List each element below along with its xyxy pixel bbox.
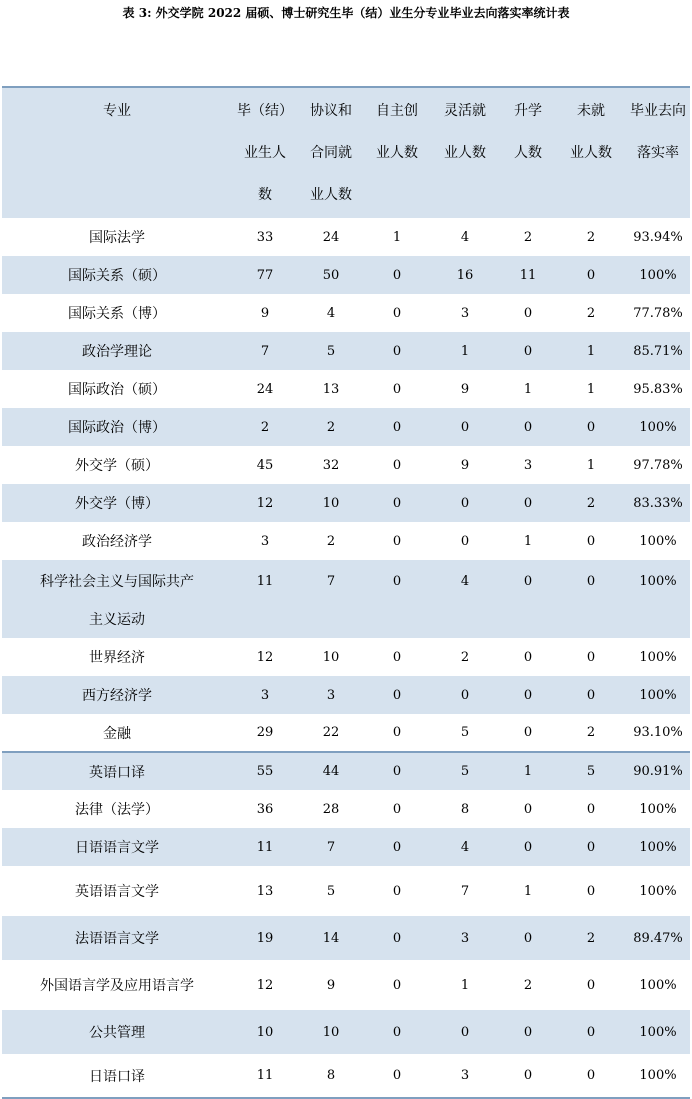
- unemployed-cell: 0: [586, 1024, 596, 1040]
- table-caption: 表 3: 外交学院 2022 届硕、博士研究生毕（结）业生分专业毕业去向落实率统计表: [122, 6, 570, 20]
- major-cell: 公共管理: [89, 1025, 145, 1041]
- total-cell: 33: [256, 229, 274, 245]
- header-line: 毕（结）: [237, 103, 293, 119]
- header-line: 人数: [514, 145, 542, 161]
- table-header: [2, 87, 690, 218]
- further-study-cell: 0: [523, 839, 533, 855]
- table-row: [2, 960, 690, 1010]
- self-employment-cell: 0: [392, 343, 402, 359]
- rate-cell: 93.94%: [633, 229, 683, 245]
- header-further-study: [500, 87, 556, 218]
- rate-cell: 95.83%: [633, 381, 683, 397]
- major-cell: 英语语言文学: [75, 884, 159, 900]
- self-employment-cell: 0: [392, 305, 402, 321]
- self-employment-cell: 0: [392, 649, 402, 665]
- major-cell: 国际政治（硕）: [68, 382, 166, 398]
- header-line: 业人数: [444, 145, 486, 161]
- rate-cell: 100%: [639, 1068, 677, 1083]
- further-study-cell: 0: [523, 801, 533, 817]
- further-study-cell: 11: [519, 267, 537, 283]
- flexible-cell: 4: [460, 839, 470, 855]
- further-study-cell: 0: [523, 495, 533, 511]
- total-cell: 10: [256, 1024, 274, 1040]
- rate-cell: 89.47%: [633, 930, 683, 946]
- unemployed-cell: 0: [586, 883, 596, 899]
- unemployed-cell: 0: [586, 839, 596, 855]
- header-line: 落实率: [637, 145, 679, 161]
- table-row: [2, 256, 690, 294]
- total-cell: 3: [260, 533, 270, 549]
- self-employment-cell: 0: [392, 764, 402, 779]
- further-study-cell: 1: [523, 533, 533, 549]
- table-row: [2, 408, 690, 446]
- self-employment-cell: 0: [392, 267, 402, 283]
- table-row: [2, 676, 690, 714]
- rate-cell: 100%: [639, 687, 677, 703]
- major-cell: 外交学（硕）: [75, 458, 159, 474]
- unemployed-cell: 2: [586, 495, 596, 511]
- contract-cell: 5: [326, 343, 336, 359]
- header-unemployed: [556, 87, 626, 218]
- further-study-cell: 2: [523, 229, 533, 245]
- cell-value: 100%: [639, 574, 677, 589]
- unemployed-cell: 1: [586, 343, 596, 359]
- major-cell: 日语口译: [89, 1068, 145, 1085]
- contract-cell: 28: [322, 801, 340, 817]
- total-cell: 29: [256, 725, 274, 740]
- rate-cell: 100%: [639, 267, 677, 283]
- rate-cell: 100%: [639, 801, 677, 817]
- further-study-cell: 3: [523, 457, 533, 473]
- total-cell: 3: [260, 687, 270, 703]
- contract-cell: 44: [322, 764, 340, 779]
- further-study-cell: 1: [523, 883, 533, 899]
- rate-cell: 85.71%: [633, 343, 683, 359]
- flexible-cell: 5: [460, 725, 470, 740]
- total-cell: 45: [256, 457, 274, 473]
- contract-cell: 8: [326, 1068, 336, 1083]
- self-employment-cell: 0: [392, 977, 402, 993]
- contract-cell: [298, 560, 364, 638]
- total-cell: 9: [260, 305, 270, 321]
- cell-value: 0: [523, 574, 533, 589]
- self-employment-cell: 1: [392, 229, 402, 245]
- contract-cell: 14: [322, 930, 340, 946]
- header-line: 业人数: [570, 145, 612, 161]
- unemployed-cell: 0: [586, 977, 596, 993]
- rate-cell: 100%: [639, 883, 677, 899]
- self-employment-cell: 0: [392, 1068, 402, 1083]
- total-cell: 77: [256, 267, 274, 283]
- contract-cell: 5: [326, 883, 336, 899]
- flexible-cell: 3: [460, 930, 470, 946]
- cell-value: 0: [586, 574, 596, 589]
- unemployed-cell: 1: [586, 381, 596, 397]
- total-cell: [232, 560, 298, 638]
- self-employment-cell: 0: [392, 381, 402, 397]
- rate-cell: 100%: [639, 1024, 677, 1040]
- major-cell: 世界经济: [89, 650, 145, 666]
- table-row: [2, 790, 690, 828]
- header-line: 灵活就: [444, 103, 486, 119]
- total-cell: 24: [256, 381, 274, 397]
- rate-cell: 97.78%: [633, 457, 683, 473]
- rate-cell: 77.78%: [633, 305, 683, 321]
- unemployed-cell: 0: [586, 1068, 596, 1083]
- flexible-cell: 1: [460, 977, 470, 993]
- table-row: [2, 828, 690, 866]
- flexible-cell: 0: [460, 687, 470, 703]
- flexible-cell: 7: [460, 883, 470, 899]
- contract-cell: 4: [326, 305, 336, 321]
- flexible-cell: 5: [460, 764, 470, 779]
- table-row: [2, 916, 690, 960]
- major-cell: 国际法学: [89, 230, 145, 246]
- contract-cell: 9: [326, 977, 336, 993]
- table-row: [2, 560, 690, 638]
- table-body: [2, 218, 690, 1098]
- contract-cell: 13: [322, 381, 340, 397]
- table-row: [2, 1054, 690, 1098]
- rate-cell: 100%: [639, 533, 677, 549]
- total-cell: 19: [256, 930, 274, 946]
- total-cell: 11: [256, 839, 274, 855]
- header-self-employment: [364, 87, 430, 218]
- self-employment-cell: [364, 560, 430, 638]
- total-cell: 12: [256, 495, 274, 511]
- rate-cell: [626, 560, 690, 638]
- contract-cell: 32: [322, 457, 340, 473]
- header-line: 业人数: [376, 145, 418, 161]
- contract-cell: 24: [322, 229, 340, 245]
- contract-cell: 50: [322, 267, 340, 283]
- flexible-cell: 0: [460, 533, 470, 549]
- major-cell: 金融: [103, 725, 131, 742]
- table-row: [2, 332, 690, 370]
- major-cell: 英语口译: [89, 764, 145, 781]
- unemployed-cell: 5: [586, 764, 596, 779]
- self-employment-cell: 0: [392, 495, 402, 511]
- cell-value: 7: [326, 574, 336, 589]
- total-cell: 12: [256, 649, 274, 665]
- further-study-cell: 2: [523, 977, 533, 993]
- header-row: [2, 87, 690, 218]
- further-study-cell: 0: [523, 687, 533, 703]
- contract-cell: 3: [326, 687, 336, 703]
- self-employment-cell: 0: [392, 533, 402, 549]
- major-cell: 国际关系（硕）: [68, 268, 166, 284]
- rate-cell: 100%: [639, 649, 677, 665]
- header-total-graduates: [232, 87, 298, 218]
- further-study-cell: [500, 560, 556, 638]
- flexible-cell: 1: [460, 343, 470, 359]
- major-line: 主义运动: [89, 612, 145, 628]
- major-cell: 西方经济学: [82, 688, 152, 704]
- header-line: 专业: [103, 103, 131, 119]
- flexible-cell: 0: [460, 1024, 470, 1040]
- self-employment-cell: 0: [392, 725, 402, 740]
- flexible-cell: 4: [460, 229, 470, 245]
- total-cell: 36: [256, 801, 274, 817]
- major-cell: 法语语言文学: [75, 931, 159, 947]
- table-row: [2, 1010, 690, 1054]
- major-cell: 外国语言学及应用语言学: [40, 978, 194, 994]
- header-major: [2, 87, 232, 218]
- unemployed-cell: 2: [586, 229, 596, 245]
- header-line: 升学: [514, 103, 542, 119]
- table-row: [2, 446, 690, 484]
- self-employment-cell: 0: [392, 687, 402, 703]
- flexible-cell: 0: [460, 419, 470, 435]
- major-cell: 政治学理论: [82, 344, 152, 360]
- flexible-cell: 3: [460, 1068, 470, 1083]
- flexible-cell: 16: [456, 267, 474, 283]
- header-line: 合同就: [310, 145, 352, 161]
- rate-cell: 90.91%: [633, 764, 683, 779]
- further-study-cell: 0: [523, 343, 533, 359]
- self-employment-cell: 0: [392, 457, 402, 473]
- major-cell: 国际政治（博）: [68, 420, 166, 436]
- header-line: 业生人: [244, 145, 286, 161]
- contract-cell: 2: [326, 419, 336, 435]
- self-employment-cell: 0: [392, 801, 402, 817]
- self-employment-cell: 0: [392, 1024, 402, 1040]
- header-line: 协议和: [310, 103, 352, 119]
- major-cell: 日语语言文学: [75, 840, 159, 856]
- cell-value: 4: [460, 574, 470, 589]
- major-line: 科学社会主义与国际共产: [40, 574, 194, 590]
- total-cell: 7: [260, 343, 270, 359]
- major-cell: [2, 560, 232, 638]
- further-study-cell: 0: [523, 930, 533, 946]
- header-line: 自主创: [376, 103, 418, 119]
- major-cell: 国际关系（博）: [68, 306, 166, 322]
- flexible-cell: 0: [460, 495, 470, 511]
- unemployed-cell: 0: [586, 649, 596, 665]
- total-cell: 13: [256, 883, 274, 899]
- unemployed-cell: [556, 560, 626, 638]
- unemployed-cell: 0: [586, 419, 596, 435]
- unemployed-cell: 2: [586, 725, 596, 740]
- self-employment-cell: 0: [392, 419, 402, 435]
- major-cell: 法律（法学）: [75, 802, 159, 818]
- further-study-cell: 1: [523, 381, 533, 397]
- self-employment-cell: 0: [392, 883, 402, 899]
- unemployed-cell: 0: [586, 533, 596, 549]
- contract-cell: 10: [322, 649, 340, 665]
- table-row: [2, 638, 690, 676]
- major-cell: 政治经济学: [82, 534, 152, 550]
- unemployed-cell: 2: [586, 930, 596, 946]
- header-line: 未就: [577, 103, 605, 119]
- table-row: [2, 218, 690, 256]
- further-study-cell: 0: [523, 419, 533, 435]
- rate-cell: 83.33%: [633, 495, 683, 511]
- further-study-cell: 0: [523, 725, 533, 740]
- header-line: 业人数: [310, 187, 352, 203]
- total-cell: 2: [260, 419, 270, 435]
- graduate-destination-table: [2, 86, 690, 1099]
- unemployed-cell: 1: [586, 457, 596, 473]
- total-cell: 55: [256, 764, 274, 779]
- flexible-cell: 9: [460, 381, 470, 397]
- rate-cell: 100%: [639, 977, 677, 993]
- table-row: [2, 484, 690, 522]
- header-contract-employment: [298, 87, 364, 218]
- cell-value: 0: [392, 574, 402, 589]
- further-study-cell: 1: [523, 764, 533, 779]
- flexible-cell: 3: [460, 305, 470, 321]
- further-study-cell: 0: [523, 649, 533, 665]
- header-flexible-employment: [430, 87, 500, 218]
- self-employment-cell: 0: [392, 839, 402, 855]
- unemployed-cell: 0: [586, 267, 596, 283]
- contract-cell: 7: [326, 839, 336, 855]
- rate-cell: 100%: [639, 419, 677, 435]
- unemployed-cell: 0: [586, 801, 596, 817]
- contract-cell: 2: [326, 533, 336, 549]
- contract-cell: 10: [322, 495, 340, 511]
- header-placement-rate: [626, 87, 690, 218]
- further-study-cell: 0: [523, 305, 533, 321]
- contract-cell: 10: [322, 1024, 340, 1040]
- table-row: [2, 370, 690, 408]
- cell-value: 11: [256, 574, 274, 589]
- unemployed-cell: 2: [586, 305, 596, 321]
- table-row: [2, 752, 690, 790]
- table-row: [2, 522, 690, 560]
- table-row: [2, 866, 690, 916]
- flexible-cell: 2: [460, 649, 470, 665]
- flexible-cell: [430, 560, 500, 638]
- total-cell: 12: [256, 977, 274, 993]
- rate-cell: 100%: [639, 839, 677, 855]
- rate-cell: 93.10%: [633, 725, 683, 740]
- header-line: 毕业去向: [630, 103, 686, 119]
- header-line: 数: [258, 187, 272, 203]
- further-study-cell: 0: [523, 1068, 533, 1083]
- self-employment-cell: 0: [392, 930, 402, 946]
- unemployed-cell: 0: [586, 687, 596, 703]
- flexible-cell: 8: [460, 801, 470, 817]
- contract-cell: 22: [322, 725, 340, 740]
- major-cell: 外交学（博）: [75, 496, 159, 512]
- flexible-cell: 9: [460, 457, 470, 473]
- further-study-cell: 0: [523, 1024, 533, 1040]
- table-row: [2, 714, 690, 752]
- table-row: [2, 294, 690, 332]
- total-cell: 11: [256, 1068, 274, 1083]
